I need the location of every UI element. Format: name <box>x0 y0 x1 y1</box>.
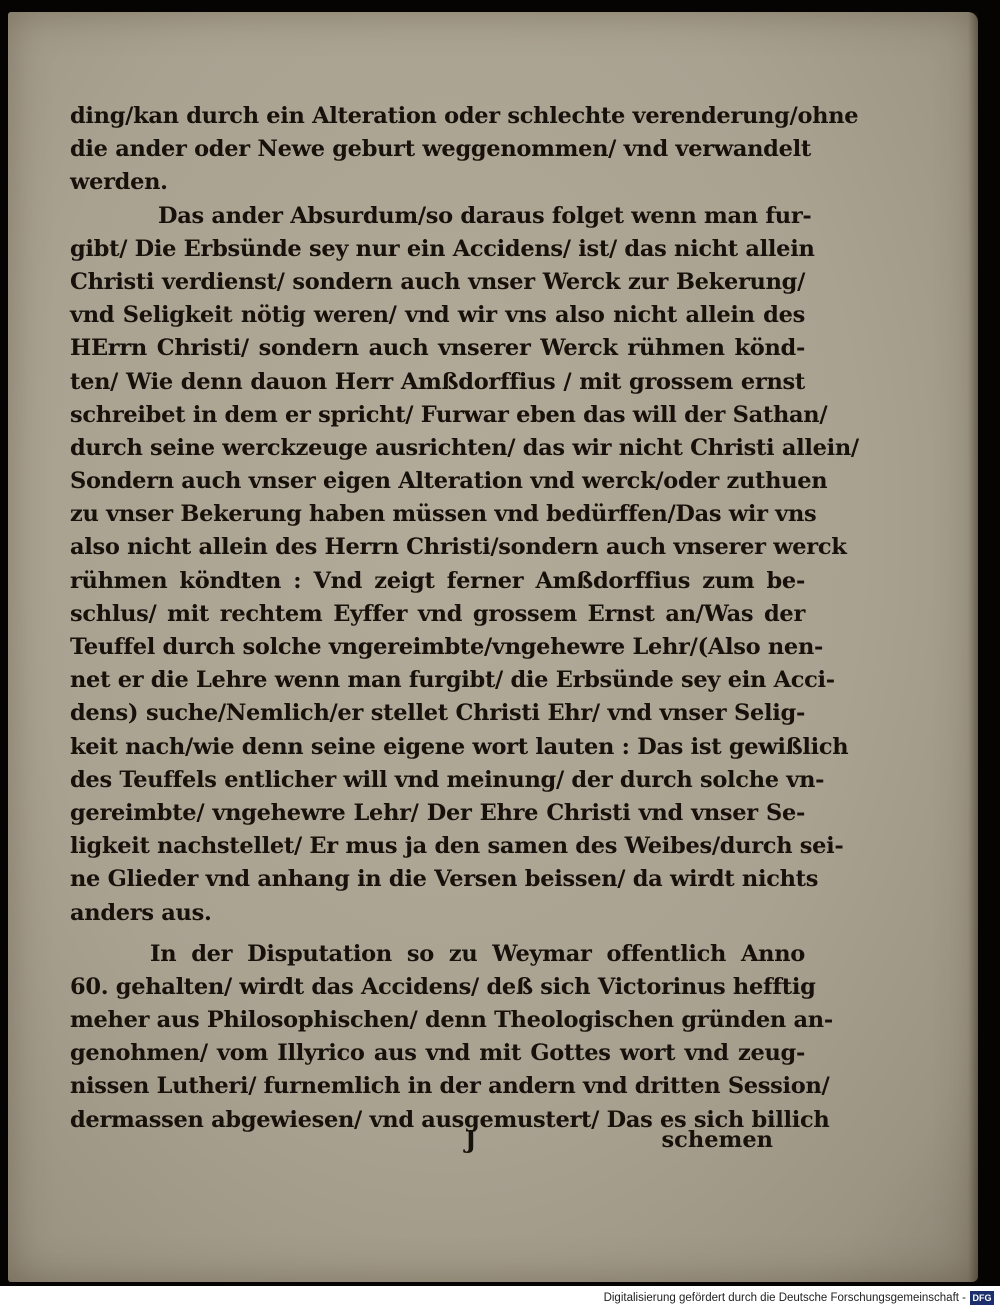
text-line: anders aus. <box>70 899 212 926</box>
text-line: 60. gehalten/ wirdt das Accidens/ deß sich Victorinus hefftig <box>70 973 816 1000</box>
text-line: gibt/ Die Erbsünde sey nur ein Accidens/ ist/ das nicht allein <box>70 235 815 262</box>
page-text <box>70 100 859 1137</box>
text-line: ligkeit nachstellet/ Er mus ja den samen des Weibes/durch sei- <box>70 833 844 860</box>
text-line: zu vnser Bekerung haben müssen vnd bedürffen/Das wir vns <box>70 501 817 528</box>
dfg-logo: DFG <box>970 1291 994 1305</box>
text-line: nissen Lutheri/ furnemlich in der andern vnd dritten Session/ <box>70 1073 830 1100</box>
text-line: meher aus Philosophischen/ denn Theologischen gründen an- <box>70 1007 833 1034</box>
text-line: gereimbte/ vngehewre Lehr/ Der Ehre Christi vnd vnser Se- <box>70 799 805 826</box>
text-line: die ander oder Newe geburt weggenommen/ vnd verwandelt <box>70 136 811 163</box>
text-line: ten/ Wie denn dauon Herr Amßdorffius / mit grossem ernst <box>70 368 805 395</box>
text-line: werden. <box>70 169 168 196</box>
text-line: HErrn Christi/ sondern auch vnserer Werck rühmen könd- <box>70 335 805 362</box>
text-line: schlus/ mit rechtem Eyffer vnd grossem Ernst an/Was der <box>70 600 805 627</box>
text-line: Christi verdienst/ sondern auch vnser Werck zur Bekerung/ <box>70 268 805 295</box>
text-line: ne Glieder vnd anhang in die Versen beissen/ da wirdt nichts <box>70 866 819 893</box>
text-line: Sondern auch vnser eigen Alteration vnd werck/oder zuthuen <box>70 468 828 495</box>
text-line: ding/kan durch ein Alteration oder schlechte verenderung/ohne <box>70 103 859 129</box>
page-footer <box>70 1125 805 1159</box>
catchword: schemen <box>661 1127 773 1153</box>
credit-bar <box>0 1286 1000 1310</box>
text-line: keit nach/wie denn seine eigene wort lauten : Das ist gewißlich <box>70 733 849 760</box>
text-line: Teuffel durch solche vngereimbte/vngehewre Lehr/(Also nen- <box>70 634 824 660</box>
text-line: schreibet in dem er spricht/ Furwar eben das will der Sathan/ <box>70 401 828 428</box>
text-line: Das ander Absurdum/so daraus folget wenn man fur- <box>158 202 812 229</box>
text-line: genohmen/ vom Illyrico aus vnd mit Gottes wort vnd zeug- <box>70 1040 805 1067</box>
text-line: net er die Lehre wenn man furgibt/ die Erbsünde sey ein Acci- <box>70 667 835 694</box>
text-line: des Teuffels entlicher will vnd meinung/ der durch solche vn- <box>70 766 825 793</box>
signature-mark: J <box>465 1125 477 1154</box>
text-line: also nicht allein des Herrn Christi/sondern auch vnserer werck <box>70 534 847 561</box>
text-line: dermassen abgewiesen/ vnd ausgemustert/ Das es sich billich <box>70 1106 830 1133</box>
text-line: dens) suche/Nemlich/er stellet Christi Ehr/ vnd vnser Selig- <box>70 700 805 727</box>
text-line: durch seine werckzeuge ausrichten/ das wir nicht Christi allein/ <box>70 434 859 461</box>
text-line: rühmen köndten : Vnd zeigt ferner Amßdorffius zum be- <box>70 567 805 594</box>
funding-credit: Digitalisierung gefördert durch die Deutsche Forschungsgemeinschaft - <box>603 1292 966 1304</box>
text-line: vnd Seligkeit nötig weren/ vnd wir vns also nicht allein des <box>70 302 805 329</box>
text-line: In der Disputation so zu Weymar offentlich Anno <box>150 940 805 967</box>
book-page <box>8 12 978 1282</box>
